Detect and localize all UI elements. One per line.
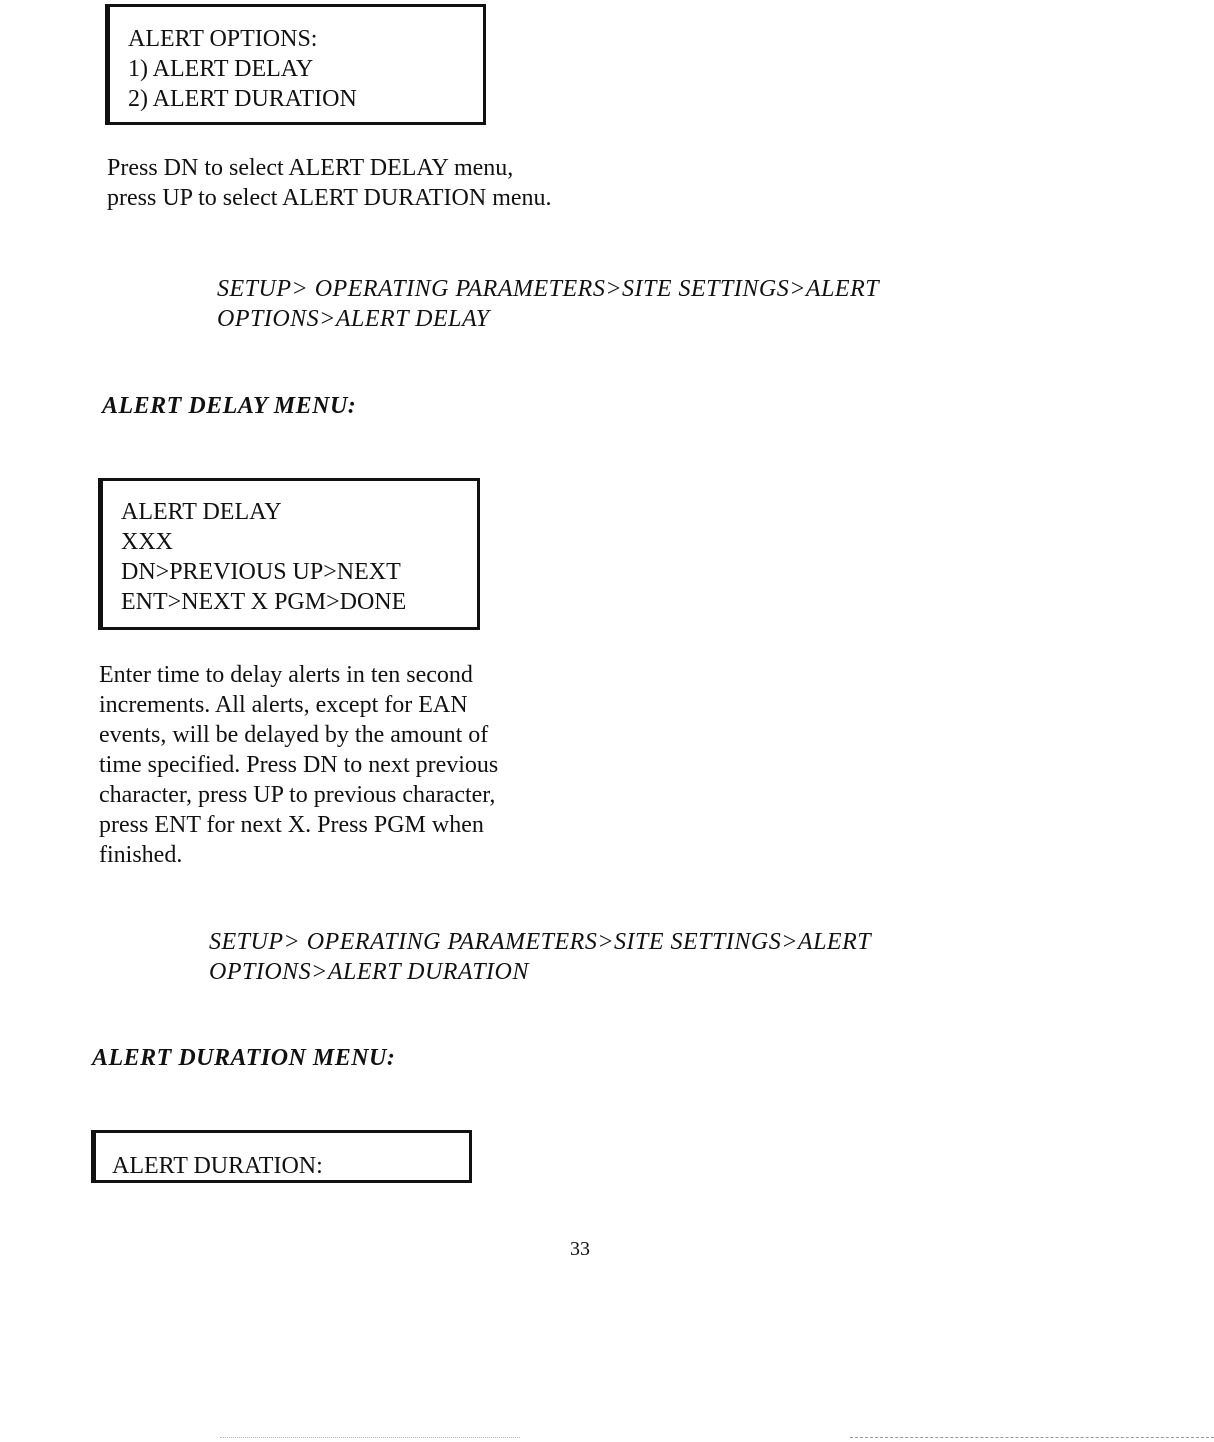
- page-number: 33: [570, 1238, 590, 1260]
- alert-delay-instructions: [99, 660, 498, 870]
- alert-options-instructions: [107, 153, 552, 213]
- paragraph-line: press UP to select ALERT DURATION menu.: [107, 185, 552, 211]
- menu-path-line: OPTIONS>ALERT DELAY: [217, 306, 490, 332]
- alert-duration-heading: ALERT DURATION MENU:: [92, 1045, 396, 1071]
- menu-path-line: OPTIONS>ALERT DURATION: [209, 959, 529, 985]
- paragraph-line: time specified. Press DN to next previous: [99, 752, 499, 778]
- paragraph-line: increments. All alerts, except for EAN: [99, 692, 468, 718]
- screen-line: XXX: [121, 529, 173, 555]
- menu-path-line: SETUP> OPERATING PARAMETERS>SITE SETTINGS>ALERT: [217, 276, 880, 302]
- screen-line: 1) ALERT DELAY: [128, 56, 314, 82]
- screen-line: DN>PREVIOUS UP>NEXT: [121, 559, 401, 585]
- alert-duration-screen: [91, 1130, 472, 1183]
- screen-line: 2) ALERT DURATION: [128, 86, 357, 112]
- paragraph-line: Enter time to delay alerts in ten second: [99, 662, 473, 688]
- paragraph-line: finished.: [99, 842, 183, 868]
- alert-delay-heading: ALERT DELAY MENU:: [102, 393, 357, 419]
- paragraph-line: Press DN to select ALERT DELAY menu,: [107, 155, 514, 181]
- screen-line: ALERT DELAY: [121, 499, 282, 525]
- paragraph-line: character, press UP to previous character,: [99, 782, 496, 808]
- scan-artifact: [850, 1437, 1214, 1438]
- alert-duration-menu-path: [209, 927, 871, 987]
- alert-delay-menu-path: [217, 274, 879, 334]
- screen-line: ALERT OPTIONS:: [128, 26, 318, 52]
- menu-path-line: SETUP> OPERATING PARAMETERS>SITE SETTINGS>ALERT: [209, 929, 872, 955]
- paragraph-line: events, will be delayed by the amount of: [99, 722, 489, 748]
- alert-options-screen: [105, 4, 486, 125]
- screen-line: ALERT DURATION:: [112, 1153, 323, 1179]
- alert-delay-screen: [98, 478, 480, 630]
- scan-artifact: [220, 1437, 520, 1438]
- paragraph-line: press ENT for next X. Press PGM when: [99, 812, 484, 838]
- screen-line: ENT>NEXT X PGM>DONE: [121, 589, 407, 615]
